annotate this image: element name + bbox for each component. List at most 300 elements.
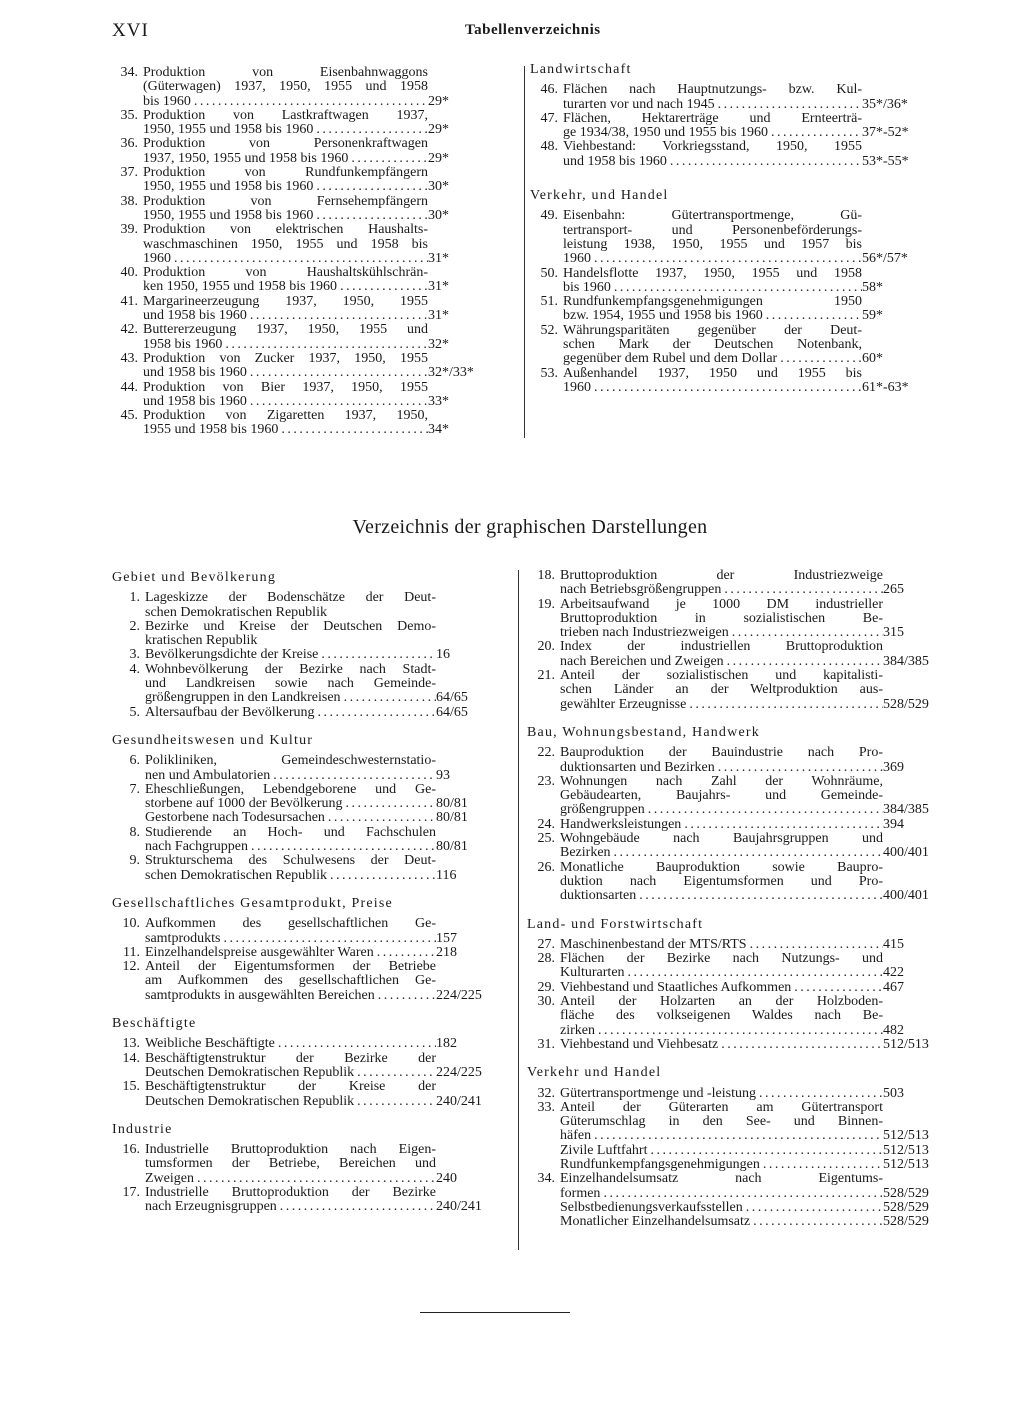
entry-number: 9. xyxy=(129,853,140,869)
entry-line: Flächen der Bezirke nach Nutzungs- und xyxy=(560,951,883,967)
toc-section xyxy=(112,897,502,1003)
entry-page: 64/65 xyxy=(436,690,468,706)
entry-page: 60* xyxy=(862,351,883,367)
dot-leader xyxy=(341,691,436,705)
toc-subentry xyxy=(112,811,502,825)
entry-text xyxy=(145,620,436,649)
dot-leader xyxy=(791,981,883,995)
toc-entry xyxy=(110,381,500,410)
entry-line: Güterumschlag in den See- und Binnen- xyxy=(560,1114,883,1130)
entry-line: Anteil der Güterarten am Gütertransport xyxy=(560,1099,883,1115)
entry-line: Margarineerzeugung 1937, 1950, 1955 xyxy=(143,293,428,309)
entry-line-last xyxy=(560,818,883,832)
entry-number: 36. xyxy=(120,136,138,152)
dot-leader xyxy=(763,309,862,323)
toc-section xyxy=(527,569,945,712)
entry-line-text: 1960 xyxy=(563,379,591,395)
entry-text xyxy=(563,83,862,112)
entry-line: Wohnbevölkerung der Bezirke nach Stadt- xyxy=(145,661,436,677)
dot-leader xyxy=(278,423,428,437)
entry-line-text: Bezirken xyxy=(560,845,611,861)
dot-leader xyxy=(591,1129,883,1143)
entry-line-last xyxy=(560,1215,883,1229)
entry-page: 394 xyxy=(883,816,904,832)
entry-line-last xyxy=(143,338,428,352)
toc-entry xyxy=(530,140,940,169)
entry-line-last xyxy=(563,252,862,266)
toc-subentry xyxy=(527,1158,945,1172)
entry-line-last xyxy=(560,966,883,980)
entry-page: 59* xyxy=(862,308,883,324)
entry-line: Index der industriellen Bruttoproduktion xyxy=(560,639,883,655)
entry-line: Arbeitsaufwand je 1000 DM industrieller xyxy=(560,596,883,612)
entry-page: 415 xyxy=(883,936,904,952)
dot-leader xyxy=(247,366,428,380)
entry-text xyxy=(145,1143,436,1186)
entry-line: Rundfunkempfangsgenehmigungen 1950 xyxy=(563,294,862,310)
entry-number: 2. xyxy=(129,618,140,634)
entry-line-text: Kulturarten xyxy=(560,965,625,981)
entry-text xyxy=(560,598,883,641)
entry-text xyxy=(560,1158,883,1172)
entry-number: 15. xyxy=(122,1079,140,1095)
entry-line-text: nach Fachgruppen xyxy=(145,839,249,855)
toc-entry xyxy=(112,917,502,946)
entry-text xyxy=(143,137,428,166)
entry-line: (Güterwagen) 1937, 1950, 1955 und 1958 xyxy=(143,79,428,95)
entry-line-text: nach Bereichen und Zweigen xyxy=(560,653,724,669)
entry-page: 467 xyxy=(883,979,904,995)
entry-line: kratischen Republik xyxy=(145,633,258,649)
entry-line-last xyxy=(143,395,428,409)
tables-left-column xyxy=(110,66,500,438)
dot-leader xyxy=(374,946,436,960)
entry-line-text: und 1958 bis 1960 xyxy=(143,393,247,409)
entry-line-text: 1960 xyxy=(143,250,171,266)
toc-entry xyxy=(527,1038,945,1052)
toc-entry xyxy=(527,598,945,641)
entry-text xyxy=(143,295,428,324)
dot-leader xyxy=(348,152,428,166)
dot-leader xyxy=(343,797,437,811)
entry-text xyxy=(563,209,862,266)
dot-leader xyxy=(325,811,436,825)
entry-line: Industrielle Bruttoproduktion der Bezirke xyxy=(145,1184,436,1200)
entry-line-last xyxy=(563,309,862,323)
entry-number: 3. xyxy=(129,647,140,663)
entry-text xyxy=(560,832,883,861)
entry-text xyxy=(563,140,862,169)
entry-line-last xyxy=(143,423,428,437)
entry-page: 29* xyxy=(428,93,449,109)
entry-text xyxy=(145,1186,436,1215)
entry-line: Währungsparitäten gegenüber der Deut- xyxy=(563,322,862,338)
entry-text xyxy=(145,960,436,1003)
entry-text xyxy=(143,66,428,109)
entry-text xyxy=(560,952,883,981)
toc-entry xyxy=(110,109,500,138)
entry-line: Bauproduktion der Bauindustrie nach Pro- xyxy=(560,745,883,761)
entry-line-text: turarten vor und nach 1945 xyxy=(563,96,715,112)
dot-leader xyxy=(721,583,883,597)
entry-page: 34* xyxy=(428,422,449,438)
toc-entry xyxy=(110,166,500,195)
entry-number: 16. xyxy=(122,1142,140,1158)
entry-line: Produktion von elektrischen Haushalts- xyxy=(143,222,428,238)
entry-line: am Aufkommen des gesellschaftlichen Ge- xyxy=(145,973,436,989)
dot-leader xyxy=(777,352,862,366)
entry-number: 26. xyxy=(537,859,555,875)
toc-entry xyxy=(527,669,945,712)
toc-subentry xyxy=(527,1215,945,1229)
entry-line-text: duktionsarten xyxy=(560,888,637,904)
dot-leader xyxy=(270,769,436,783)
entry-line: Viehbestand: Vorkriegsstand, 1950, 1955 xyxy=(563,139,862,155)
entry-line: fläche des volkseigenen Waldes nach Be- xyxy=(560,1008,883,1024)
entry-number: 14. xyxy=(122,1050,140,1066)
dot-leader xyxy=(247,395,428,409)
entry-line-text: Monatlicher Einzelhandelsumsatz xyxy=(560,1214,751,1230)
entry-line-last xyxy=(560,938,883,952)
toc-entry xyxy=(530,367,940,396)
entry-number: 11. xyxy=(123,944,140,960)
entry-page: 37*-52* xyxy=(862,125,909,141)
entry-page: 182 xyxy=(436,1036,457,1052)
toc-entry xyxy=(112,620,502,649)
entry-page: 528/529 xyxy=(883,1185,929,1201)
entry-page: 31* xyxy=(428,279,449,295)
entry-number: 7. xyxy=(129,781,140,797)
entry-line: Produktion von Rundfunkempfängern xyxy=(143,165,428,181)
entry-number: 44. xyxy=(120,379,138,395)
entry-page: 16 xyxy=(436,647,450,663)
dot-leader xyxy=(248,840,436,854)
entry-text xyxy=(145,917,436,946)
entry-line: Bezirke und Kreise der Deutschen Demo- xyxy=(145,618,436,634)
entry-text xyxy=(145,854,436,883)
entry-line: Eheschließungen, Lebendgeborene und Ge- xyxy=(145,781,436,797)
entry-number: 47. xyxy=(540,110,558,126)
entry-line: Außenhandel 1937, 1950 und 1955 bis xyxy=(563,365,862,381)
entry-line-last xyxy=(145,1095,436,1109)
dot-leader xyxy=(715,761,883,775)
entry-number: 10. xyxy=(122,916,140,932)
entry-line-last xyxy=(145,811,436,825)
entry-number: 29. xyxy=(537,979,555,995)
entry-page: 64/65 xyxy=(436,704,468,720)
entry-text xyxy=(560,775,883,818)
entry-page: 240/241 xyxy=(436,1199,482,1215)
dot-leader xyxy=(750,1215,883,1229)
toc-entry xyxy=(527,1101,945,1144)
dot-leader xyxy=(760,1158,883,1172)
entry-number: 6. xyxy=(129,753,140,769)
entry-line-last xyxy=(560,583,883,597)
toc-entry xyxy=(530,83,940,112)
entry-line-text: Maschinenbestand der MTS/RTS xyxy=(560,936,747,952)
entry-line-text: duktionsarten und Bezirken xyxy=(560,759,715,775)
toc-entry xyxy=(527,981,945,995)
entry-text xyxy=(563,324,862,367)
entry-line: Studierende an Hoch- und Fachschulen xyxy=(145,824,436,840)
entry-page: 157 xyxy=(436,930,457,946)
entry-page: 33* xyxy=(428,393,449,409)
entry-line: Polikliniken, Gemeindeschwesternstatio- xyxy=(145,753,436,769)
entry-number: 34. xyxy=(120,65,138,80)
entry-line-text: bis 1960 xyxy=(143,93,191,109)
entry-number: 19. xyxy=(537,596,555,612)
entry-line: Einzelhandelsumsatz nach Eigentums- xyxy=(560,1171,883,1187)
toc-section xyxy=(112,571,502,720)
dot-leader xyxy=(591,381,862,395)
dot-leader xyxy=(191,95,428,109)
entry-number: 28. xyxy=(537,951,555,967)
entry-number: 30. xyxy=(537,994,555,1010)
dot-leader xyxy=(667,155,862,169)
entry-number: 24. xyxy=(537,816,555,832)
entry-line-text: nach Betriebsgrößengruppen xyxy=(560,582,722,598)
entry-line-last xyxy=(560,761,883,775)
entry-line-last xyxy=(563,352,862,366)
toc-entry xyxy=(527,938,945,952)
entry-line-last xyxy=(560,655,883,669)
dot-leader xyxy=(354,1066,436,1080)
entry-line-text: 1937, 1950, 1955 und 1958 bis 1960 xyxy=(143,150,349,166)
entry-text xyxy=(563,267,862,296)
entry-page: 29* xyxy=(428,122,449,138)
dot-leader xyxy=(747,938,883,952)
entry-line: leistung 1938, 1950, 1955 und 1957 bis xyxy=(563,236,862,252)
dot-leader xyxy=(222,338,428,352)
entry-line-last xyxy=(145,769,436,783)
dot-leader xyxy=(337,280,428,294)
entry-line: tumsformen der Betriebe, Bereichen und xyxy=(145,1156,436,1172)
entry-page: 384/385 xyxy=(883,802,929,818)
entry-page: 61*-63* xyxy=(862,379,909,395)
section-heading: Land- und Forstwirtschaft xyxy=(527,916,704,932)
entry-page: 512/513 xyxy=(883,1128,929,1144)
entry-line-last xyxy=(143,366,428,380)
entry-line-text: Gestorbene nach Todesursachen xyxy=(145,810,325,826)
entry-line-last xyxy=(145,989,436,1003)
toc-entry xyxy=(112,1186,502,1215)
entry-line-text: Zweigen xyxy=(145,1170,194,1186)
entry-text xyxy=(143,195,428,224)
bottom-rule xyxy=(420,1312,570,1313)
entry-line-text: formen xyxy=(560,1185,601,1201)
dot-leader xyxy=(647,1144,883,1158)
entry-line-text: samtprodukts in ausgewählten Bereichen xyxy=(145,987,375,1003)
entry-number: 27. xyxy=(537,936,555,952)
entry-line: Aufkommen des gesellschaftlichen Ge- xyxy=(145,916,436,932)
dot-leader xyxy=(600,1187,883,1201)
entry-text xyxy=(145,946,436,960)
entry-line: Produktion von Eisenbahnwaggons xyxy=(143,65,428,80)
entry-line-last xyxy=(563,98,862,112)
toc-entry xyxy=(112,706,502,720)
entry-number: 18. xyxy=(537,568,555,583)
toc-entry xyxy=(527,995,945,1038)
entry-line-text: 1950, 1955 und 1958 bis 1960 xyxy=(143,207,314,223)
entry-line-last xyxy=(145,840,436,854)
toc-section xyxy=(112,1017,502,1109)
entry-text xyxy=(143,409,428,438)
entry-number: 38. xyxy=(120,193,138,209)
entry-line: Buttererzeugung 1937, 1950, 1955 und xyxy=(143,322,428,338)
dot-leader xyxy=(595,1024,883,1038)
entry-page: 369 xyxy=(883,759,904,775)
entry-page: 53*-55* xyxy=(862,153,909,169)
toc-entry xyxy=(110,409,500,438)
entry-number: 43. xyxy=(120,350,138,366)
entry-text xyxy=(143,381,428,410)
entry-line-text: Gütertransportmenge und -leistung xyxy=(560,1085,756,1101)
entry-line-last xyxy=(560,1144,883,1158)
entry-line-last xyxy=(563,381,862,395)
dot-leader xyxy=(645,803,883,817)
toc-entry xyxy=(527,746,945,775)
section-heading: Landwirtschaft xyxy=(530,62,632,77)
toc-entry xyxy=(112,754,502,783)
toc-section xyxy=(527,726,945,904)
entry-line-text: bzw. 1954, 1955 und 1958 bis 1960 xyxy=(563,308,763,324)
entry-line-text: gegenüber dem Rubel und dem Dollar xyxy=(563,351,778,367)
toc-entry xyxy=(112,783,502,812)
entry-line-text: Altersaufbau der Bevölkerung xyxy=(145,704,315,720)
entry-line-last xyxy=(563,155,862,169)
entry-number: 12. xyxy=(122,959,140,975)
entry-number: 4. xyxy=(129,661,140,677)
entry-line-text: Selbstbedienungsverkaufsstellen xyxy=(560,1199,743,1215)
entry-text xyxy=(145,754,436,783)
entry-line: und Landkreisen sowie nach Gemeinde- xyxy=(145,676,436,692)
entry-line-last xyxy=(145,1200,436,1214)
entry-line-text: bis 1960 xyxy=(563,279,611,295)
entry-line-last xyxy=(143,123,428,137)
entry-text xyxy=(560,569,883,598)
dot-leader xyxy=(768,126,862,140)
entry-line-text: ge 1934/38, 1950 und 1955 bis 1960 xyxy=(563,125,768,141)
entry-text xyxy=(143,352,428,381)
section-heading: Industrie xyxy=(112,1121,173,1137)
entry-line-last xyxy=(145,797,436,811)
dot-leader xyxy=(354,1095,436,1109)
toc-section xyxy=(530,189,940,395)
entry-line: Bruttoproduktion der Industriezweige xyxy=(560,568,883,583)
dot-leader xyxy=(718,1038,883,1052)
entry-text xyxy=(145,591,436,620)
dot-leader xyxy=(729,626,883,640)
entry-number: 53. xyxy=(540,365,558,381)
entry-page: 29* xyxy=(428,150,449,166)
entry-text xyxy=(145,1052,436,1081)
entry-line-last xyxy=(563,126,862,140)
toc-entry xyxy=(110,66,500,109)
entry-text xyxy=(145,1080,436,1109)
entry-number: 31. xyxy=(537,1036,555,1052)
entry-line-text: Deutschen Demokratischen Republik xyxy=(145,1093,355,1109)
entry-line-text: größengruppen in den Landkreisen xyxy=(145,690,341,706)
entry-number: 32. xyxy=(537,1085,555,1101)
entry-line-last xyxy=(560,1187,883,1201)
entry-number: 39. xyxy=(120,222,138,238)
entry-number: 25. xyxy=(537,831,555,847)
entry-text xyxy=(560,1038,883,1052)
entry-line-last xyxy=(560,1024,883,1038)
entry-number: 20. xyxy=(537,639,555,655)
toc-entry xyxy=(530,324,940,367)
entry-line-last xyxy=(145,648,436,662)
toc-entry xyxy=(110,352,500,381)
entry-page: 30* xyxy=(428,207,449,223)
entry-line-text: nen und Ambulatorien xyxy=(145,767,271,783)
dot-leader xyxy=(220,932,436,946)
toc-section xyxy=(527,918,945,1053)
dot-leader xyxy=(625,966,883,980)
toc-entry xyxy=(112,1052,502,1081)
dot-leader xyxy=(315,706,437,720)
entry-text xyxy=(145,811,436,825)
entry-page: 31* xyxy=(428,308,449,324)
entry-page: 315 xyxy=(883,625,904,641)
entry-line-last xyxy=(143,152,428,166)
entry-line-last xyxy=(143,209,428,223)
entry-text xyxy=(560,640,883,669)
entry-line-last xyxy=(560,803,883,817)
entry-text xyxy=(143,109,428,138)
entry-text xyxy=(143,266,428,295)
dot-leader xyxy=(686,698,883,712)
entry-page: 512/513 xyxy=(883,1156,929,1172)
entry-text xyxy=(560,1215,883,1229)
entry-text xyxy=(560,746,883,775)
toc-entry xyxy=(530,209,940,266)
entry-page: 265 xyxy=(883,582,904,598)
entry-text xyxy=(145,706,436,720)
entry-line-last xyxy=(143,180,428,194)
entry-line-text: Weibliche Beschäftigte xyxy=(145,1036,275,1052)
dot-leader xyxy=(611,281,862,295)
entry-line: Produktion von Lastkraftwagen 1937, xyxy=(143,107,428,123)
entry-text xyxy=(145,648,436,662)
section-heading: Beschäftigte xyxy=(112,1016,197,1032)
page-number: XVI xyxy=(112,20,149,41)
entry-line-last xyxy=(560,889,883,903)
toc-entry xyxy=(527,952,945,981)
entry-line-text: zirken xyxy=(560,1022,595,1038)
toc-section xyxy=(530,63,940,169)
entry-text xyxy=(563,112,862,141)
entry-text xyxy=(560,1087,883,1101)
dot-leader xyxy=(171,252,428,266)
entry-line-text: und 1958 bis 1960 xyxy=(143,365,247,381)
toc-entry xyxy=(110,295,500,324)
entry-number: 37. xyxy=(120,165,138,181)
entry-page: 32* xyxy=(428,336,449,352)
dot-leader xyxy=(636,889,883,903)
entry-page: 400/401 xyxy=(883,888,929,904)
entry-number: 22. xyxy=(537,745,555,761)
entry-line: Beschäftigtenstruktur der Bezirke der xyxy=(145,1050,436,1066)
toc-entry xyxy=(112,1080,502,1109)
entry-page: 80/81 xyxy=(436,839,468,855)
toc-entry xyxy=(112,854,502,883)
entry-line-last xyxy=(145,691,436,705)
entry-line-text: storbene auf 1000 der Bevölkerung xyxy=(145,796,343,812)
entry-text xyxy=(145,783,436,812)
entry-line-last xyxy=(560,1087,883,1101)
entry-page: 528/529 xyxy=(883,1214,929,1230)
